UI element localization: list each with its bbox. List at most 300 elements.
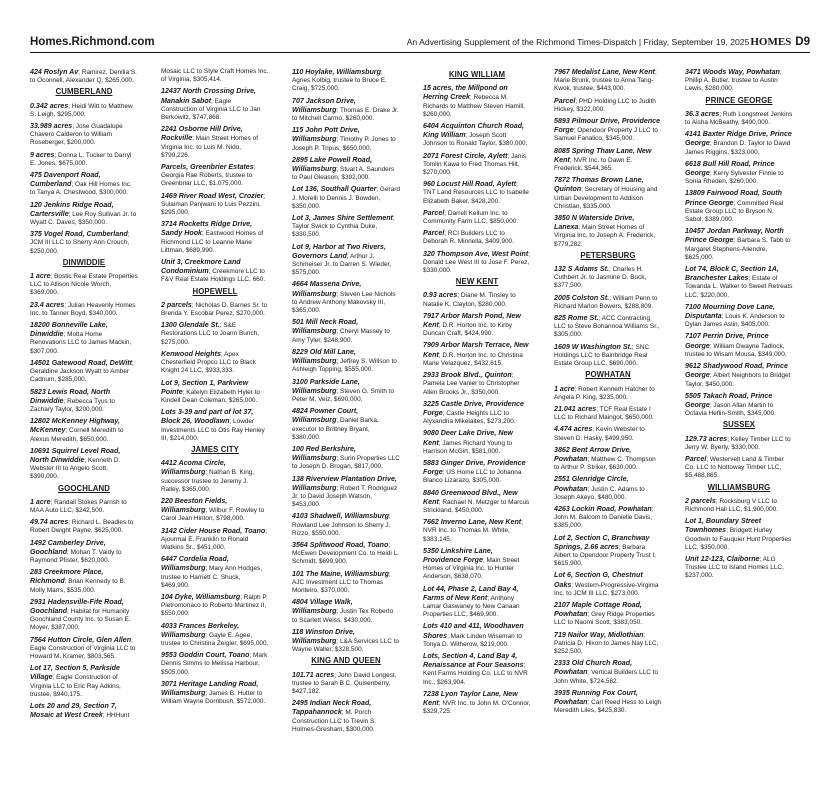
transfer-listing: [423, 585, 531, 620]
section-heading: JAMES CITY: [191, 444, 239, 454]
transfer-listing: [554, 475, 662, 502]
transfer-listing: [685, 362, 793, 389]
listing-property: Lot 3, James Shire Settlement: [292, 214, 393, 223]
listing-property: 5823 Lewis Road, North Dinwiddie: [30, 387, 111, 405]
listing-detail: ; L&A Services LLC to Wayne Waller, $328,500.: [292, 637, 400, 654]
listing-detail: ; Barbara S. Tabb to Margaret Stephens-Aliendre, $625,000.: [685, 237, 791, 261]
transfer-listing: [685, 130, 793, 157]
listing-property: 6404 Acquinton Church Road, King William: [423, 122, 525, 140]
transfer-listing: [554, 385, 662, 402]
transfer-listing: [30, 539, 138, 566]
transfer-listing: [161, 408, 269, 443]
transfer-listing: [30, 447, 138, 482]
transfer-listing: [685, 265, 793, 300]
transfer-listing: [554, 314, 662, 340]
listing-detail: ; Cheryl Massey to Amy Tyler, $248,900.: [292, 328, 390, 344]
listing-detail: ; Estate of Towanda L. Walker to Sweet Retreats LLC, $220,000.: [685, 275, 793, 299]
listing-detail: ; Ralph P. Pietromonaco to Roberto Martinez II, $550,000.: [161, 593, 268, 618]
listing-detail: ; D.R. Horton Inc. to Christina Marie Velazquez, $432,615.: [423, 351, 523, 367]
listing-property: 23.4 acres: [30, 300, 65, 309]
listing-property: 1 acre: [30, 272, 51, 281]
transfer-listing: [292, 243, 400, 278]
listing-detail: ; Joseph Scott Johnson to Ronald Taylor, $380,000.: [423, 132, 528, 148]
listing-detail: ; Ruth Longstreet Jenkins to Aisha McBeathy, $490,000.: [685, 110, 793, 127]
listing-property: 14501 Gatewood Road, DeWitt: [30, 358, 133, 367]
listing-detail: ; D.R. Horton Inc. to Kirby Duncan Craft, $424,990.: [423, 322, 513, 338]
listing-property: 110 Hoylake, Williamsburg: [292, 68, 381, 76]
listing-detail: ; Main Street Homes of Virginia Inc. to Joseph A. Frederick, $779,282.: [554, 224, 656, 248]
listing-property: 3100 Parkside Lane, Williamsburg: [292, 377, 360, 395]
listing-detail: ; Opendoor Property J LLC to Samuel Fanalico, $345,000.: [554, 127, 658, 143]
listing-property: Lot 9, Section 1, Parkview Pointe: [161, 378, 249, 396]
column-5: [554, 68, 662, 718]
listing-property: Parcel: [423, 208, 445, 217]
section-heading: KING WILLIAM: [448, 70, 506, 79]
transfer-listing: [30, 498, 138, 515]
listing-detail: ; NVR Inc. to Thomas M. White, $383,145.: [423, 519, 523, 543]
listing-property: 138 Riverview Plantation Drive, Williamsburg: [292, 474, 397, 492]
transfer-listing: [423, 250, 531, 276]
listing-detail: ; Thomas E. Drake Jr. to Mitchell Carmo, $260,000.: [292, 106, 399, 123]
listing-detail: ; Rachael N. Metzger to Marcus Strickland, $450,000.: [423, 498, 530, 514]
listing-detail: ; Mary Ann Hodges, trustee to Harriett C. Shuck, $469,900.: [161, 565, 263, 589]
listing-property: 100 Red Berkshire, Williamsburg: [292, 444, 356, 463]
transfer-listing: [685, 68, 793, 94]
listing-detail: ; Kenneth D. Webster III to Angelo Scott, $390,000.: [30, 456, 121, 481]
transfer-listing: [292, 214, 400, 240]
listing-detail: ; Justin C. Adams to Joseph Akeyo, $480,000.: [554, 485, 645, 501]
listing-property: 6618 Bull Hill Road, Prince George: [685, 159, 775, 178]
listing-detail: ; SNC Holdings LLC to Bainbridge Real Estate Group LLC, $690,000.: [554, 343, 650, 368]
listing-property: 3471 Woods Way, Powhatan: [685, 68, 780, 76]
transfer-listing: [30, 301, 138, 318]
column-3: [292, 68, 400, 737]
listing-detail: ; Main Street Homes of Virginia Inc. to Hunter Anderson, $638,070.: [423, 556, 520, 581]
listing-property: 7967 Medalist Lane, New Kent: [554, 68, 655, 76]
listing-detail: ; James B. Hutter to William Wayne Dornbush, $572,000.: [161, 690, 266, 706]
listing-detail: ; Albert Neighbors to Bridget Taylor, $450,000.: [685, 372, 791, 388]
transfer-listing: [554, 176, 662, 211]
listing-property: Lots 20 and 29, Section 7, Mosaic at West Creek: [30, 702, 117, 720]
supplement-text: An Advertising Supplement of the Richmond Times-Dispatch | Friday, September 19, 2025: [406, 37, 750, 47]
listing-property: 1300 Glendale St.: [161, 321, 220, 330]
transfer-listing: [161, 459, 269, 494]
transfer-listing: [423, 429, 531, 456]
listing-property: 12802 McKenney Highway, McKenney: [30, 417, 121, 435]
transfer-listing: [292, 570, 400, 596]
transfer-listing: [554, 534, 662, 569]
transfer-listing: [161, 301, 269, 318]
listing-property: Lot 136, Southall Quarter: [292, 185, 377, 194]
listing-property: 36.3 acres: [685, 109, 720, 118]
listing-detail: ; Mohan T. Vaidy to Raymond Pfister, $620,000.: [30, 548, 122, 564]
listing-property: 2495 Indian Neck Road, Tappahannock: [292, 699, 372, 717]
transfer-listing: [423, 122, 531, 149]
listing-detail: ; Kerry Sylvester Finnie to Sonia Rheden, $260,000.: [685, 170, 784, 186]
listing-property: 4.474 acres: [554, 425, 593, 434]
listing-property: Lot 44, Phase 2, Land Bay 4, Farms of New Kent: [423, 584, 519, 602]
listing-detail: ; Anthony Lamar Gaswaney to New Canaan Properties LLC, $469,900.: [423, 594, 520, 619]
listing-property: 120 Jenkins Ridge Road, Cartersville: [30, 200, 114, 218]
transfer-listing: [161, 497, 269, 524]
listing-detail: ; Secretary of Housing and Urban Development to Addison Christian, $335,000.: [554, 186, 658, 210]
listing-property: 8840 Greenwood Blvd., New Kent: [423, 488, 518, 506]
transfer-listing: [161, 220, 269, 255]
transfer-listing: [30, 598, 138, 633]
listing-detail: ; Richard L. Beadles to Robert Dwight Payne, $625,000.: [30, 519, 134, 535]
listing-property: Parcel: [685, 454, 707, 463]
listing-detail: ; Mark Dennis Simms to Melissa Harbour, $505,000.: [161, 652, 268, 676]
column-6: [685, 68, 793, 584]
transfer-listing: [30, 359, 138, 385]
listing-property: Lots 3-39 and part of lot 37, Block 26, Woodlawn: [161, 408, 254, 426]
transfer-listing: [423, 209, 531, 226]
listing-detail: ; Gerard J. Morelli to Dennis J. Bowden, $350,000.: [292, 186, 400, 210]
listing-property: 49.74 acres: [30, 518, 69, 527]
transfer-listing: [292, 97, 400, 124]
transfer-listing: [30, 102, 138, 119]
listing-detail: ; Agnes Kolbig, trustee to Bruce E. Craig, $725,000.: [292, 69, 387, 93]
transfer-listing: [423, 312, 531, 339]
transfer-listing: [292, 126, 400, 153]
transfer-listing: [554, 343, 662, 369]
listing-detail: ; Brian Kennedy to B. Molly Marrs, $535,000.: [30, 578, 126, 594]
transfer-listing: [423, 180, 531, 206]
listing-detail: ; Steven Lee Nichols to Andrew Anthony Makovsky III, $365,000.: [292, 290, 396, 315]
listing-detail: ; Janis Tomlin Kawa to Fred Thomas Hilt, $270,000.: [423, 152, 527, 177]
listing-detail: ; Apex Chesterfield Propco LLC to Black Knight 24 LLC, $933,333.: [161, 350, 256, 375]
transfer-listing: [161, 680, 269, 707]
listing-detail: ; William Penn to Richard Marlon Bowers, $288,809.: [554, 294, 658, 310]
transfer-listing: [292, 541, 400, 567]
listing-detail: ; Lowder Investments LLC to Otis Ray Henley III, $214,000.: [161, 418, 265, 442]
section-heading: POWHATAN: [585, 370, 631, 380]
listing-property: 0.342 acres: [30, 101, 69, 110]
listing-property: Unit 12-123, Claiborne: [685, 554, 760, 563]
transfer-listing: [30, 702, 138, 720]
transfer-listing: [554, 425, 662, 442]
listing-detail: ; NVR Inc. to John M. O'Connor, $329,725.: [423, 700, 531, 716]
listing-property: 9080 Deer Lake Drive, New Kent: [423, 429, 513, 447]
column-1: [30, 68, 138, 723]
listing-property: Lot 9, Harbor at Two Rivers, Governors Land: [292, 242, 386, 260]
listing-detail: ; Katelyn Elizabeth Hyler to Kindell Dean Coleman, $265,000.: [161, 388, 260, 404]
listing-property: Unit 3, Creekmore Land Condominium: [161, 258, 241, 276]
transfer-listing: [161, 622, 269, 649]
listing-property: 101 The Maine, Williamsburg: [292, 569, 389, 578]
transfer-listing: [161, 125, 269, 160]
listing-detail: ; Carl Reed Hess to Leigh Meredith Liles, $425,830.: [554, 699, 662, 715]
listing-detail: ; Kelley Timber LLC to Jerry W. Byerly, $330,000.: [685, 435, 791, 451]
listing-property: 7100 Mourning Dove Lane, Disputanta: [685, 302, 775, 321]
listing-detail: ; Robert Kenneth Hatcher to Angela P. King, $235,000.: [554, 385, 655, 401]
listing-property: 18200 Bonneville Lake, Dinwiddie: [30, 321, 108, 339]
listing-property: Kenwood Heights: [161, 349, 221, 358]
transfer-listing: [30, 388, 138, 415]
transfer-listing: [292, 628, 400, 655]
listing-detail: ; TCF Real Estate I LLC to Richard Maingot, $650,000.: [554, 405, 654, 422]
transfer-listing: [30, 151, 138, 168]
section-heading: NEW KENT: [455, 277, 499, 287]
listing-detail: ; S&E Restorations LLC to Joann Bunch, $275,000.: [161, 322, 260, 346]
listing-property: 3564 Splitwood Road, Toano: [292, 540, 389, 549]
transfer-listing: [161, 258, 269, 285]
listing-property: 2551 Glenridge Circle, Powhatan: [554, 475, 629, 493]
listing-property: 375 Vogel Road, Cumberland: [30, 230, 128, 239]
listing-detail: ; Diane M. Tinsley to Natalie K. Clayton, $280,000.: [423, 292, 516, 308]
listing-property: 2933 Brook Blvd., Quinton: [423, 371, 512, 380]
transfer-listing: [423, 518, 531, 544]
listing-detail: ; Westervelt Land & Timber Co. LLC to Nottoway Timber LLC, $5,488,865.: [685, 455, 784, 480]
listing-detail: ; Eagle Construction of Virginia LLC to Howard M. Kramer, $803,565.: [30, 636, 136, 660]
listing-detail: ; Jose Guadalupe Chavero Calderon to William Roseberger, $200,000.: [30, 123, 123, 147]
listing-property: 825 Rome St.: [554, 314, 599, 323]
listing-detail: ; James Richard Young to Harrison McGirt, $581,000.: [423, 439, 513, 455]
listing-detail: ; Wilbur F. Rowley to Carol Jean Hinton, $798,000.: [161, 507, 265, 523]
homes-logo: HOMES: [750, 36, 792, 48]
transfer-listing: [292, 318, 400, 345]
listing-detail: ; Oak Hill Homes Inc. to Tanya A. Chestwood, $300,000.: [30, 181, 132, 197]
listing-property: 3935 Running Fox Court, Powhatan: [554, 688, 638, 706]
listing-property: 1469 River Road West, Crozier: [161, 191, 264, 200]
listing-property: 5883 Ginger Drive, Providence Forge: [423, 458, 526, 477]
transfer-listing: [685, 332, 793, 359]
listing-property: 21.041 acres: [554, 404, 597, 413]
listing-property: 2931 Hadensville-Fife Road, Goochland: [30, 597, 124, 615]
listing-property: 501 Mill Neck Road, Williamsburg: [292, 318, 359, 336]
listing-property: 1609 W Washington St.: [554, 342, 632, 351]
transfer-listing: [30, 122, 138, 148]
transfer-listing: [685, 160, 793, 187]
listing-detail: ; Julian Heavenly Homes Inc. to Tanner Boyd, $340,000.: [30, 301, 136, 317]
transfer-listing: [161, 321, 269, 347]
listing-property: 4033 Frances Berkeley, Williamsburg: [161, 621, 240, 639]
section-heading: HOPEWELL: [192, 286, 238, 296]
transfer-listing: [423, 291, 531, 308]
transfer-listing: [554, 446, 662, 473]
listing-property: 3714 Rocketts Ridge Drive, Sandy Hook: [161, 220, 253, 238]
listing-property: 8229 Old Mill Lane, Williamsburg: [292, 347, 356, 366]
listing-property: 10457 Jordan Parkway, North Prince George: [685, 227, 784, 245]
transfer-listing: [685, 555, 793, 581]
transfer-listing: [30, 664, 138, 699]
listing-detail: ; NVR Inc. to Dawn E. Frederick, $544,365.: [554, 156, 633, 173]
listing-property: 7909 Arbor Marsh Terrace, New Kent: [423, 341, 529, 359]
listing-detail: ; Grey Ridge Properties LLC to Naomi Scott, $383,050.: [554, 611, 655, 627]
listing-property: Lot 1, Boundary Street Townhomes: [685, 517, 762, 535]
transfer-listing: [30, 636, 138, 662]
section-heading: DINWIDDIE: [62, 257, 106, 267]
listing-detail: ; AJC Investment LLC to Thomas Monteiro, $370,000.: [292, 570, 391, 594]
listing-detail: ; Creekmore LLC to F&V Real Estate Holdings LLC, 660.: [161, 268, 266, 284]
transfer-listing: [423, 547, 531, 582]
listing-detail: ; Bostic Real Estate Properties LLC to Allison Nicole Worch, $369,000.: [30, 273, 138, 297]
transfer-listing: [554, 147, 662, 174]
listing-detail: ; Eastwood Homes of Richmond LLC to Leanne Marie Littman, $689,990.: [161, 230, 264, 254]
transfer-listing: [161, 593, 269, 619]
listing-property: Lot 74, Block C, Section 1A, Branchester Lakes: [685, 265, 779, 283]
listing-property: 320 Thompson Ave, West Point: [423, 249, 529, 258]
listing-detail: ; M. Porch Construction LLC to Trevin S. Holmes-Gresham, $300,000.: [292, 709, 377, 733]
transfer-listing: [423, 152, 531, 178]
transfer-listing: [292, 598, 400, 625]
listing-detail: ; RCI Builders LLC to Deborah R. Minnella, $409,900.: [423, 230, 514, 246]
section-heading: CUMBERLAND: [55, 87, 113, 97]
listing-detail: ; Mark Linden Wiseman to Tonya D. Witherow, $219,000.: [423, 632, 522, 648]
listing-property: 5505 Takach Road, Prince George: [685, 391, 773, 409]
transfer-listing: [292, 671, 400, 697]
listing-detail: ; Main Street Homes of Virginia Inc. to Luis M. Nido, $799,226.: [161, 135, 258, 159]
listing-property: 2071 Forest Circle, Aylett: [423, 151, 508, 160]
listing-detail: ; Gayle E. Agee, trustee to Christina Zeigler, $695,000.: [161, 631, 269, 647]
transfer-listing: [423, 371, 531, 397]
listing-property: 129.73 acres: [685, 434, 728, 443]
transfer-listing: [423, 622, 531, 649]
listing-property: 3225 Castle Drive, Providence Forge: [423, 399, 524, 417]
listing-detail: ; Sulaiman Panjwani to Luis Pezzini, $295,000.: [161, 192, 266, 217]
transfer-listing: [30, 518, 138, 535]
listing-property: Parcel: [423, 229, 445, 238]
listing-property: 2895 Lake Powell Road, Williamsburg: [292, 155, 373, 174]
section-heading: SUSSEX: [722, 420, 756, 430]
listing-property: 9553 Goddin Court, Toano: [161, 651, 250, 660]
transfer-listing: [554, 214, 662, 249]
listing-property: 960 Locust Hill Road, Aylett: [423, 180, 517, 189]
listing-detail: ; Bridgett Hurley Goodwin to Fauquier Hunt Properties LLC, $350,000.: [685, 527, 792, 551]
listing-property: Lot 2, Section C, Branchway Springs, 2.66 acres: [554, 533, 650, 551]
listing-property: 2333 Old Church Road, Powhatan: [554, 659, 633, 677]
listing-property: 2 parcels: [161, 300, 192, 309]
listing-detail: ; Castle Heights LLC to Alyxandria Mikelaites, $273,200.: [423, 409, 516, 426]
listing-detail: ; ALG Trustee LLC to Island Homes LLC, $237,000.: [685, 555, 784, 580]
transfer-listing: [554, 505, 662, 531]
listing-detail: ; Ajourmal E. Franklin to Ronald Watkins Sr., $451,000.: [161, 527, 267, 551]
transfer-listing: [554, 265, 662, 291]
listing-property: 3142 Cider House Road, Toano: [161, 526, 266, 535]
transfer-listing: [554, 689, 662, 716]
transfer-listing: [423, 400, 531, 427]
listing-property: 424 Roslyn Av: [30, 68, 79, 76]
listing-property: 4804 Village Walk, Williamsburg: [292, 598, 353, 616]
listing-detail: ; Surin Properties LLC to Joseph D. Brogan, $817,000.: [292, 455, 400, 471]
listing-property: 4664 Massena Drive, Williamsburg: [292, 280, 362, 298]
listing-detail: ; Louis K. Anderson to Dylan James Aslin, $405,000.: [685, 313, 785, 329]
transfer-listing: [685, 303, 793, 330]
listing-property: 7564 Hutton Circle, Glen Allen: [30, 635, 132, 644]
listing-detail: ; Geraldine Jackson Wyatt to Amber Cadnum, $285,000.: [30, 359, 134, 384]
transfer-listing: [292, 512, 400, 538]
listing-property: 7662 Inverno Lane, New Kent: [423, 518, 522, 527]
column-2: [161, 68, 269, 709]
transfer-listing: [292, 68, 400, 94]
listing-property: Lots 410 and 411, Woodhaven Shores: [423, 622, 524, 640]
listing-property: 132 S Adams St.: [554, 265, 609, 274]
transfer-listing: [554, 601, 662, 628]
listing-detail: ; Brandon D. Taylor to David James Riggins, $323,000.: [685, 140, 791, 156]
section-heading: PRINCE GEORGE: [705, 95, 773, 105]
transfer-listing: [554, 68, 662, 94]
listing-property: 4824 Powner Court, Williamsburg: [292, 407, 359, 425]
listing-property: 6447 Cordelia Road, Williamsburg: [161, 555, 229, 573]
listing-property: 15 acres, the Millpond on Herring Creek: [423, 84, 508, 102]
transfer-listing: [685, 517, 793, 552]
listing-property: 1 acre: [554, 384, 575, 393]
transfer-listing: [161, 350, 269, 376]
listing-property: 2107 Maple Cottage Road, Powhatan: [554, 600, 642, 619]
listing-detail: ; Darrell Kellum Inc. to Community Farm LLC, $850,000.: [423, 209, 519, 226]
listing-detail: ; Justin Tex Roberto to Scarlett Weiss, $430,000.: [292, 608, 394, 624]
listing-property: 220 Beeston Fields, Williamsburg: [161, 496, 228, 515]
listing-detail: ; Kevin Webster to Steven D. Hasky, $499,950.: [554, 426, 645, 442]
listing-property: 7238 Lyon Taylor Lane, New Kent: [423, 689, 518, 707]
transfer-listing: [292, 280, 400, 315]
page-number: D9: [795, 36, 810, 48]
listing-detail: ; Randall Stokes Parrish to MAA Auto LLC, $242,500.: [30, 498, 127, 514]
listing-property: 719 Nailor Way, Midlothian: [554, 630, 644, 639]
listing-detail: ; Cornell Meredith to Alexus Meredith, $650,000.: [30, 427, 124, 443]
listing-detail: ; Nathan B. King, successor trustee to Jeremy J. Ralley, $365,000.: [161, 469, 255, 493]
listing-detail: ; Western-Progressive-Virginia Inc. to JCM III LLC, $273,000.: [554, 581, 659, 597]
listing-detail: ; TNT Land Resources LLC to Isabelle Elizabeth Baker, $428,200.: [423, 181, 529, 205]
transfer-listing: [423, 229, 531, 246]
listing-property: 9 acres: [30, 150, 55, 159]
listing-detail: ; Donna L. Tucker to Darryl E. Jones, $675,000.: [30, 151, 132, 167]
listing-detail: ; Rowland Lee Johnson to Sherry J. Rizzo, $550,000.: [292, 513, 391, 537]
transfer-listing: [423, 690, 531, 717]
transfer-listing: [292, 699, 400, 734]
site-name[interactable]: Homes.Richmond.com: [30, 36, 155, 48]
listing-property: Lots, Section 4, Land Bay 4, Renaissance at Four Seasons: [423, 651, 524, 670]
transfer-listing: [30, 272, 138, 298]
listing-property: 9612 Shadywood Road, Prince George: [685, 362, 788, 380]
transfer-listing: [423, 84, 531, 119]
transfer-listing: [423, 459, 531, 486]
listing-property: 33.989 acres: [30, 122, 73, 131]
transfer-listing: [161, 192, 269, 218]
listing-property: 115 John Pott Drive, Williamsburg: [292, 126, 360, 144]
transfer-listing: [554, 294, 662, 311]
transfer-listing: [685, 455, 793, 481]
listing-property: 118 Winston Drive, Williamsburg: [292, 627, 355, 645]
transfer-listing: [30, 171, 138, 198]
transfer-listing: [30, 321, 138, 356]
listing-detail: ; Lee Roy Sullivan Jr. to Wyatt C. Daves, $350,000.: [30, 210, 137, 227]
listing-property: 13809 Fairwood Road, South Prince George: [685, 189, 782, 207]
listing-property: 2005 Colston St.: [554, 293, 610, 302]
listing-property: 8085 Spring Thaw Lane, New Kent: [554, 146, 652, 164]
transfer-listing: [423, 489, 531, 516]
transfer-listing: [292, 445, 400, 472]
listing-property: Lot 6, Section G, Chestnut Oaks: [554, 571, 643, 589]
transfer-listing: [30, 568, 138, 595]
listing-property: 104 Dyke, Williamsburg: [161, 592, 241, 601]
listing-property: Parcels, Greenbrier Estates: [161, 163, 254, 172]
listing-detail: ; Eagle Construction of Virginia LLC to Eric Ray Adkins, trustee, $940,175.: [30, 674, 121, 698]
transfer-listing: [685, 110, 793, 127]
listing-property: 7872 Thomas Brown Lane, Quinton: [554, 176, 644, 194]
listing-detail: ; Nicholas D. Barnes Sr. to Brenda Y. Escobar Perez, $270,000.: [161, 301, 268, 318]
transfer-listing: [30, 68, 138, 85]
section-heading: PETERSBURG: [580, 250, 636, 260]
listing-property: 10691 Squirrel Level Road, North Dinwiddie: [30, 446, 121, 464]
listing-detail: ; Rocksburg V LLC to Richmond Hall LLC, $1,900,000.: [685, 497, 779, 513]
transfer-listing: [292, 348, 400, 375]
transfer-listing: [554, 631, 662, 657]
transfer-listing: [161, 379, 269, 406]
transfer-listing: [161, 68, 269, 84]
listing-property: Lot 17, Section 5, Parkside Village: [30, 664, 120, 682]
transfer-listing: [685, 189, 793, 224]
